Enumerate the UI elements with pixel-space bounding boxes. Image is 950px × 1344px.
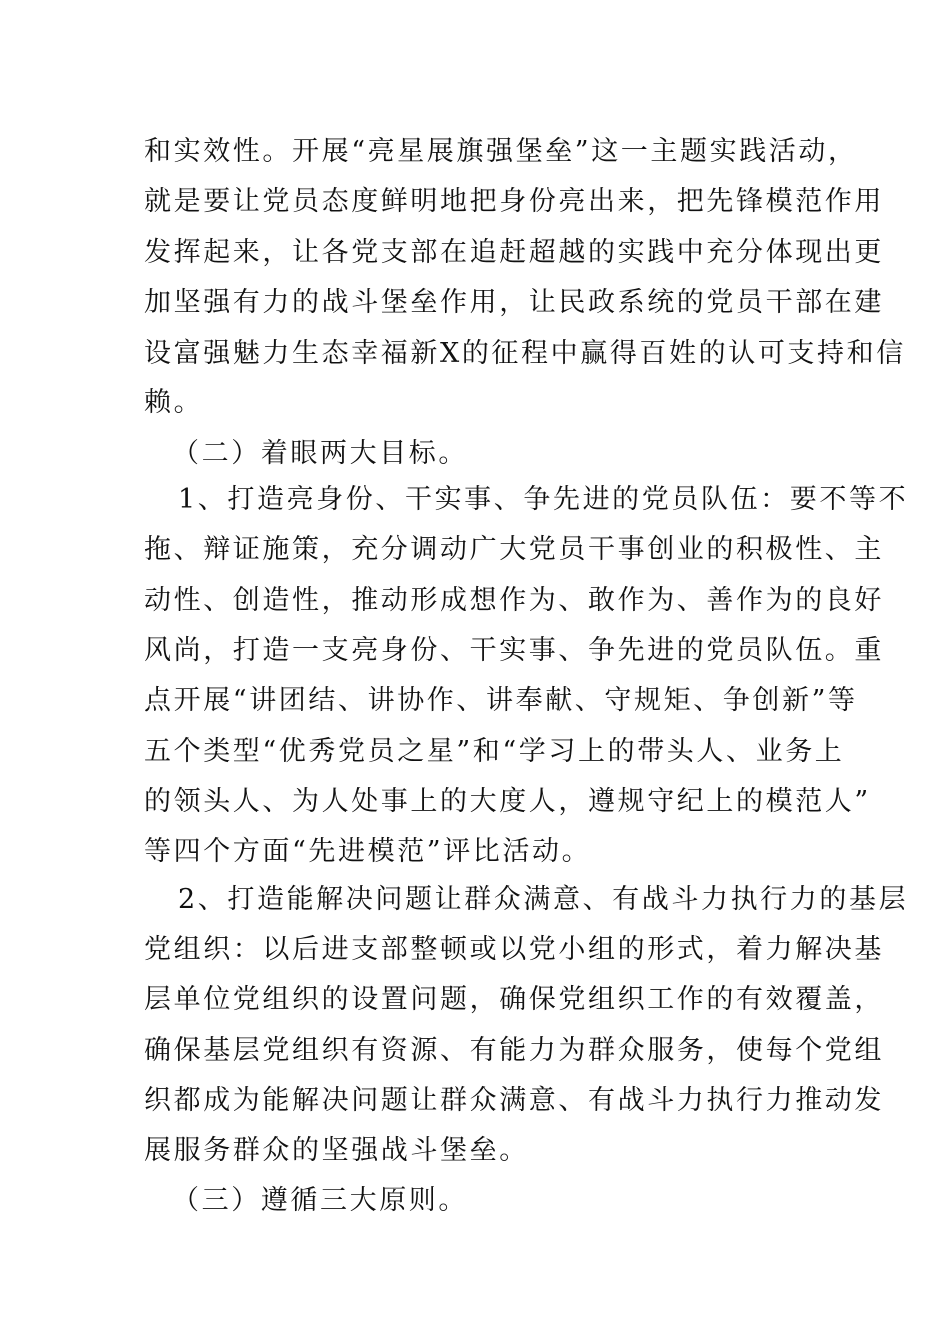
text-line: 和实效性。开展“亮星展旗强堡垒”这一主题实践活动， xyxy=(144,136,858,167)
text-line: 就是要让党员态度鲜明地把身份亮出来，把先锋模范作用 xyxy=(144,186,884,217)
text-line: 风尚，打造一支亮身份、干实事、争先进的党员队伍。重 xyxy=(144,635,884,666)
text-line: 拖、辩证施策，充分调动广大党员干事创业的积极性、主 xyxy=(144,534,884,565)
text-line: 点开展“讲团结、讲协作、讲奉献、守规矩、争创新”等 xyxy=(144,685,858,716)
section-heading: （二）着眼两大目标。 xyxy=(172,438,468,469)
text-line: 设富强魅力生态幸福新X的征程中赢得百姓的认可支持和信 xyxy=(144,338,906,369)
text-line: 党组织：以后进支部整顿或以党小组的形式，着力解决基 xyxy=(144,934,884,965)
text-line: 发挥起来，让各党支部在追赶超越的实践中充分体现出更 xyxy=(144,237,884,268)
text-line: 展服务群众的坚强战斗堡垒。 xyxy=(144,1135,529,1166)
text-line: 1、打造亮身份、干实事、争先进的党员队伍：要不等不 xyxy=(178,484,909,515)
text-line: 等四个方面“先进模范”评比活动。 xyxy=(144,836,592,867)
text-line: 织都成为能解决问题让群众满意、有战斗力执行力推动发 xyxy=(144,1085,884,1116)
text-line: 动性、创造性，推动形成想作为、敢作为、善作为的良好 xyxy=(144,585,884,616)
text-line: 的领头人、为人处事上的大度人，遵规守纪上的模范人” xyxy=(144,786,871,817)
text-line: 确保基层党组织有资源、有能力为群众服务，使每个党组 xyxy=(144,1035,884,1066)
text-line: 2、打造能解决问题让群众满意、有战斗力执行力的基层 xyxy=(178,884,909,915)
text-line: 层单位党组织的设置问题，确保党组织工作的有效覆盖， xyxy=(144,984,884,1015)
text-line: 加坚强有力的战斗堡垒作用，让民政系统的党员干部在建 xyxy=(144,287,884,318)
text-line: 五个类型“优秀党员之星”和“学习上的带头人、业务上 xyxy=(144,736,845,767)
text-line: 赖。 xyxy=(144,387,204,418)
section-heading: （三）遵循三大原则。 xyxy=(172,1185,468,1216)
